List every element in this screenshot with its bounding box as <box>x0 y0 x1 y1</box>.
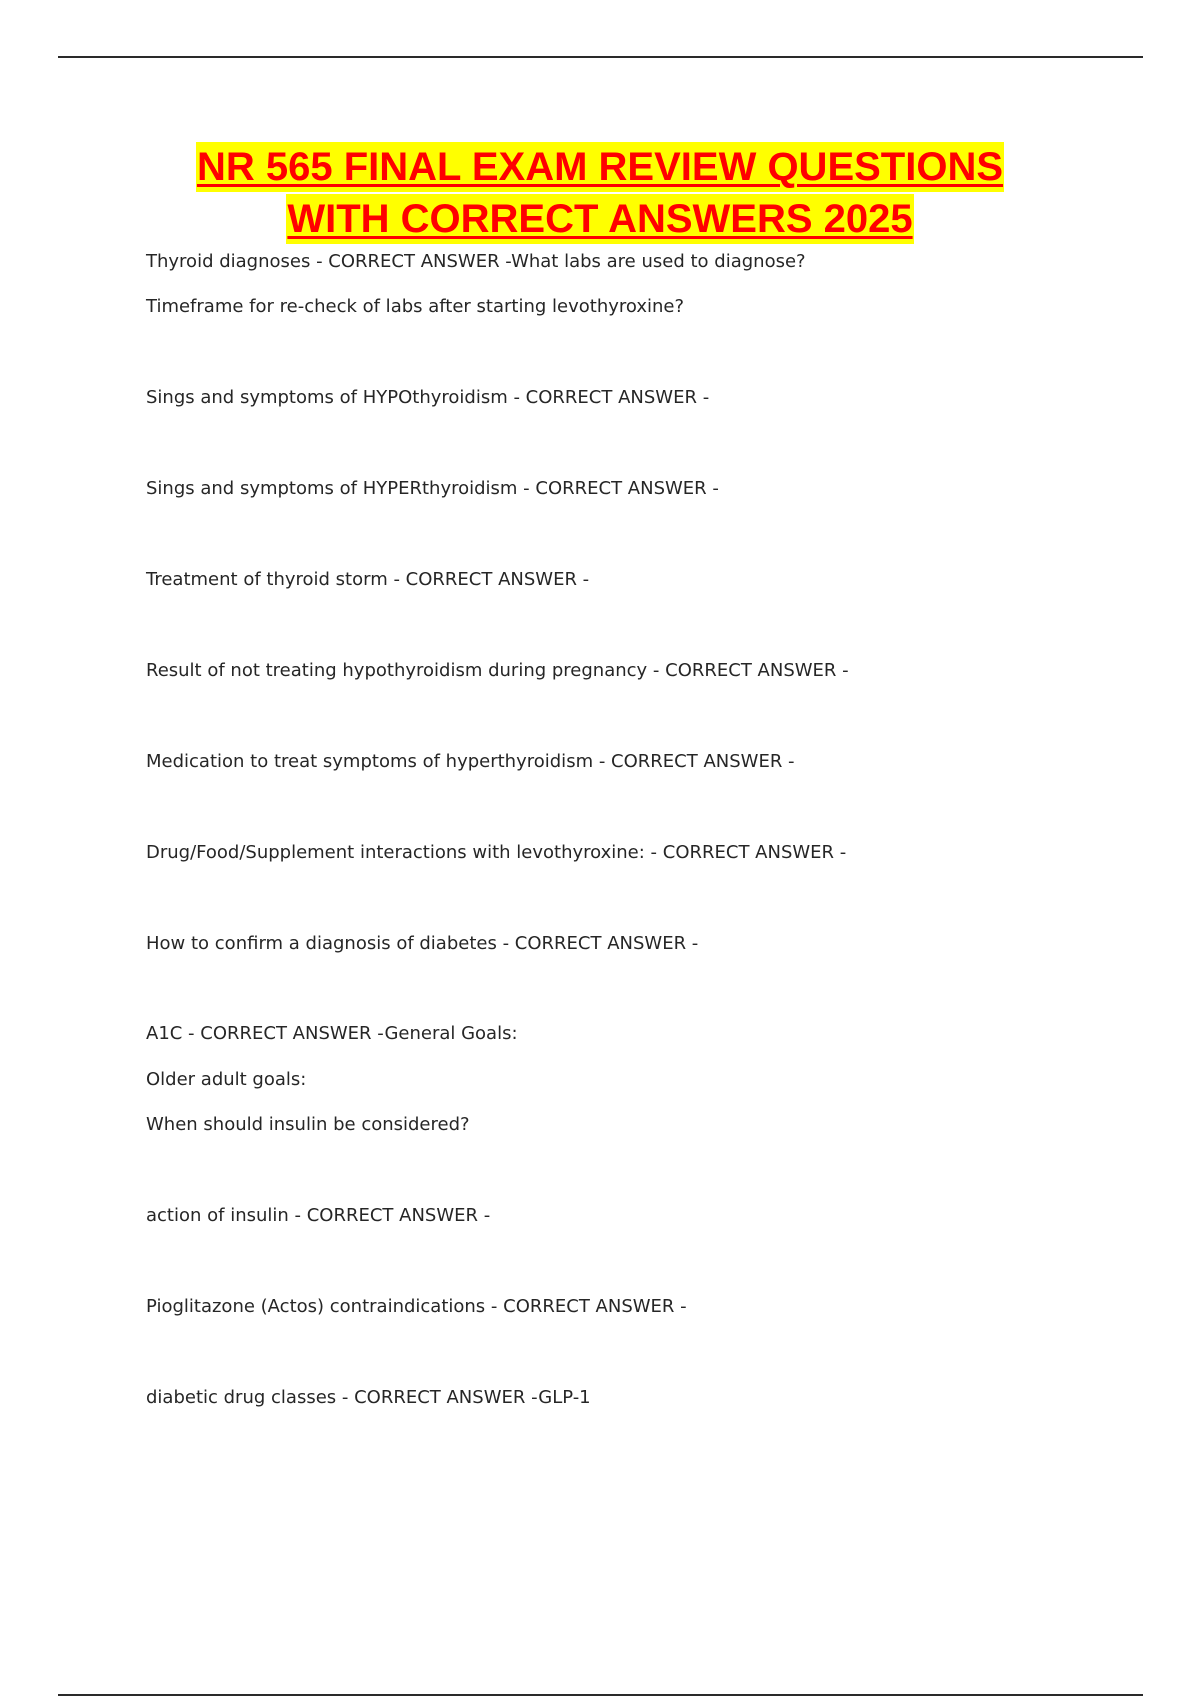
text-line: Thyroid diagnoses - CORRECT ANSWER -What labs are used to diagnose? <box>146 251 806 272</box>
text-line: Older adult goals: <box>146 1069 307 1090</box>
text-line: action of insulin - CORRECT ANSWER - <box>146 1205 491 1226</box>
text-line: Sings and symptoms of HYPERthyroidism - CORRECT ANSWER - <box>146 478 719 499</box>
document-title <box>0 142 1200 246</box>
text-line: When should insulin be considered? <box>146 1114 470 1135</box>
text-line: Drug/Food/Supplement interactions with levothyroxine: - CORRECT ANSWER - <box>146 842 847 863</box>
text-line: Sings and symptoms of HYPOthyroidism - CORRECT ANSWER - <box>146 387 710 408</box>
text-line: How to confirm a diagnosis of diabetes - CORRECT ANSWER - <box>146 933 699 954</box>
title-line-2: WITH CORRECT ANSWERS 2025 <box>286 194 913 244</box>
text-line: Timeframe for re-check of labs after starting levothyroxine? <box>146 296 685 317</box>
title-line-1: NR 565 FINAL EXAM REVIEW QUESTIONS <box>196 142 1004 192</box>
text-line: Result of not treating hypothyroidism during pregnancy - CORRECT ANSWER - <box>146 660 849 681</box>
top-rule <box>58 56 1143 58</box>
bottom-rule <box>58 1694 1143 1696</box>
text-line: Treatment of thyroid storm - CORRECT ANSWER - <box>146 569 590 590</box>
text-line: Medication to treat symptoms of hyperthyroidism - CORRECT ANSWER - <box>146 751 795 772</box>
text-line: diabetic drug classes - CORRECT ANSWER -GLP-1 <box>146 1387 591 1408</box>
text-line: A1C - CORRECT ANSWER -General Goals: <box>146 1023 518 1044</box>
text-line: Pioglitazone (Actos) contraindications - CORRECT ANSWER - <box>146 1296 687 1317</box>
